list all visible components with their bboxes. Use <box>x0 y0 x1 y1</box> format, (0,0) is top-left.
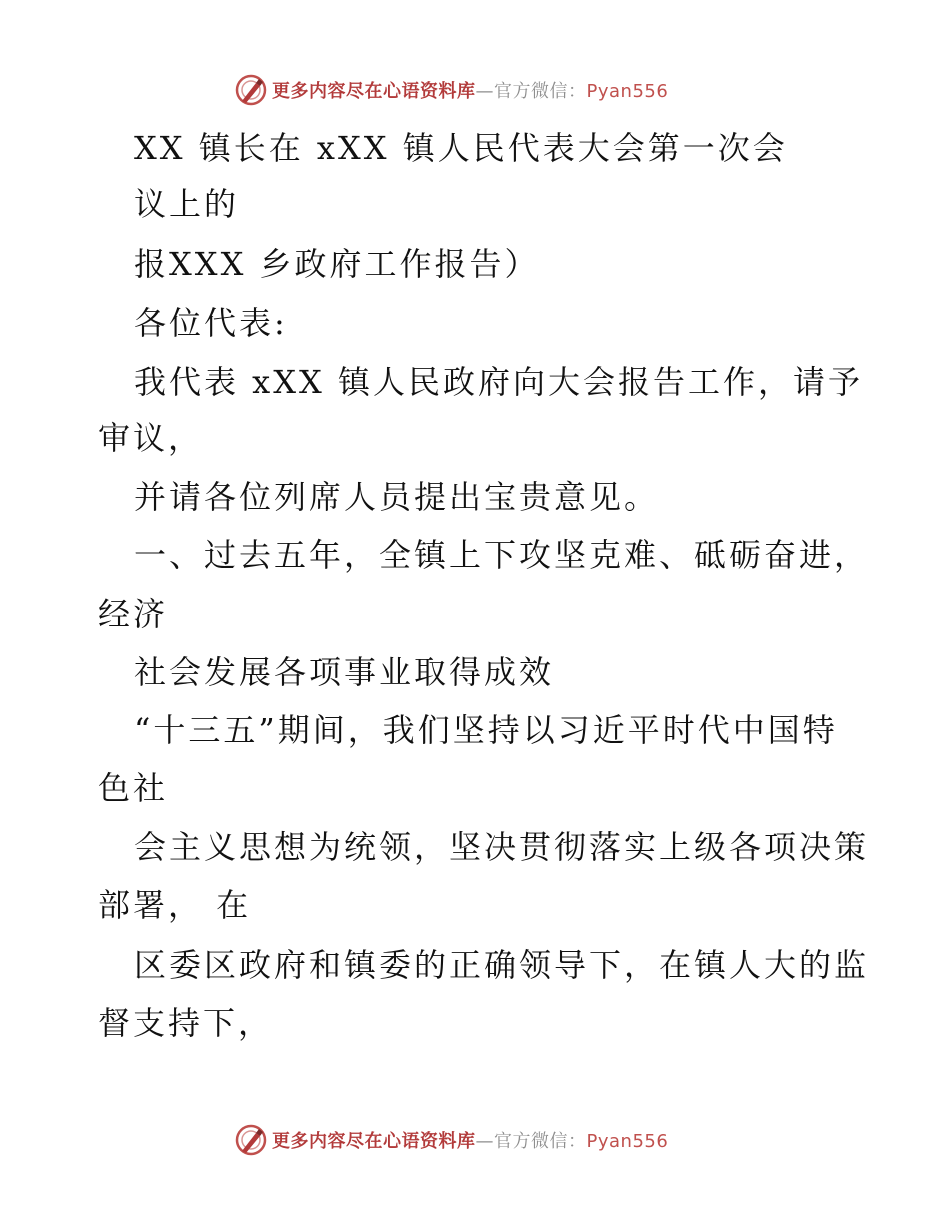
doc-line: 部署， 在 <box>98 886 252 924</box>
pen-logo-icon <box>234 73 268 107</box>
doc-line: 一、过去五年，全镇上下攻坚克难、砥砺奋进， <box>134 536 870 574</box>
watermark-text <box>272 77 668 103</box>
watermark-wechat-label: 官方微信： <box>494 81 587 102</box>
watermark-wechat-label: 官方微信： <box>494 1131 587 1152</box>
footer-watermark <box>0 1122 950 1158</box>
doc-line: 社会发展各项事业取得成效 <box>134 653 555 691</box>
doc-line: 审议， <box>98 419 204 457</box>
watermark-text <box>272 1127 668 1153</box>
pen-logo-icon <box>234 1123 268 1157</box>
doc-line: 并请各位列席人员提出宝贵意见。 <box>134 478 660 516</box>
watermark-brand: 更多内容尽在心语资料库 <box>272 81 476 102</box>
watermark-wechat-id: Pyan556 <box>586 1131 669 1152</box>
doc-line: 色社 <box>98 769 169 807</box>
watermark-separator: — <box>475 81 494 102</box>
doc-line: 各位代表: <box>134 304 288 342</box>
watermark-wechat-id: Pyan556 <box>586 81 669 102</box>
doc-line: 会主义思想为统领，坚决贯彻落实上级各项决策 <box>134 828 870 866</box>
doc-line: 我代表 xXX 镇人民政府向大会报告工作，请予 <box>134 363 863 401</box>
doc-line: 区委区政府和镇委的正确领导下，在镇人大的监 <box>134 946 870 984</box>
doc-line: 议上的 <box>134 185 240 223</box>
doc-line: XX 镇长在 xXX 镇人民代表大会第一次会 <box>134 129 788 167</box>
doc-line: 督支持下， <box>98 1004 274 1042</box>
doc-line: “十三五”期间，我们坚持以习近平时代中国特 <box>134 711 838 749</box>
doc-line: 报XXX 乡政府工作报告） <box>134 245 540 283</box>
watermark-separator: — <box>475 1131 494 1152</box>
doc-line: 经济 <box>98 595 169 633</box>
header-watermark <box>0 72 950 108</box>
watermark-brand: 更多内容尽在心语资料库 <box>272 1131 476 1152</box>
